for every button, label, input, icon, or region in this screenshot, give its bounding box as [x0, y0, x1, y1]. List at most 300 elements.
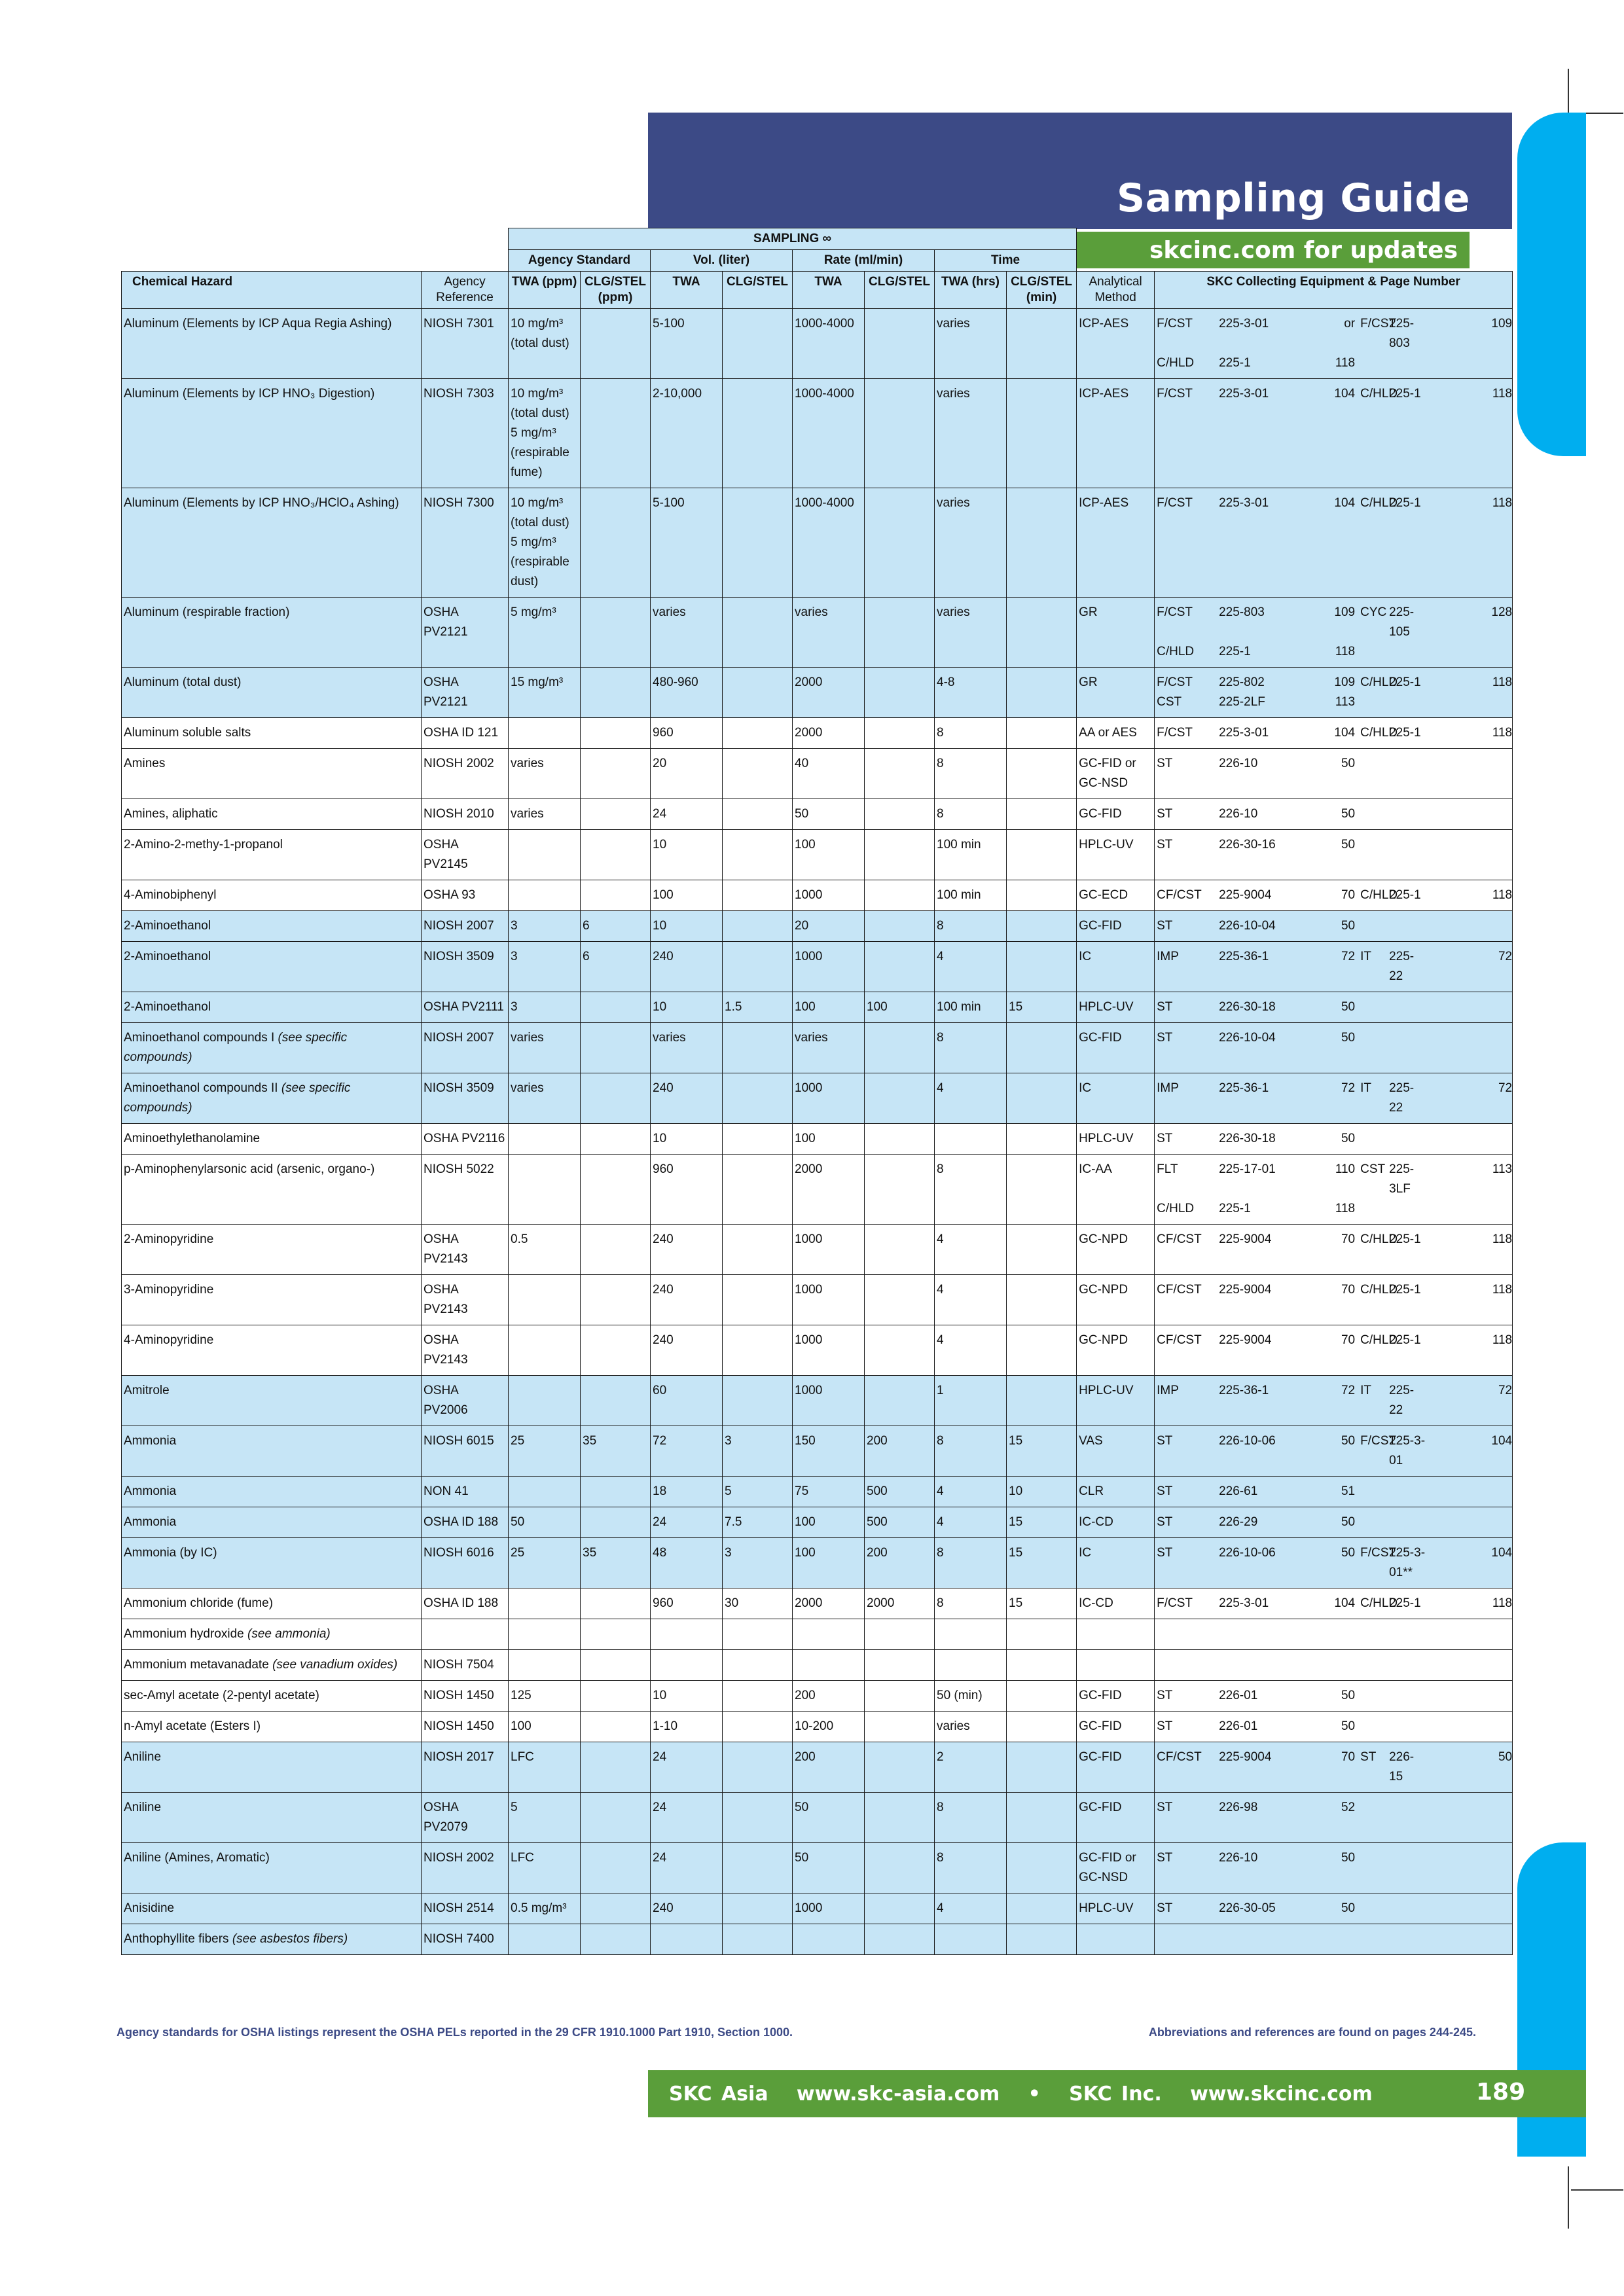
- vol-clg-stel: [723, 1376, 793, 1426]
- equipment-value: [1360, 642, 1389, 662]
- agency-reference: OSHA PV2079: [422, 1793, 509, 1843]
- page-number: 189: [1476, 2079, 1526, 2106]
- clg-stel-ppm: [581, 668, 651, 718]
- equipment-value: [1426, 1513, 1517, 1532]
- equipment-value: 226-30-16: [1219, 838, 1276, 852]
- analytical-method: IC-CD: [1077, 1507, 1155, 1538]
- analytical-method: HPLC-UV: [1077, 1376, 1155, 1426]
- time-twa: varies: [935, 379, 1007, 488]
- chemical-name: Aniline: [122, 1742, 422, 1793]
- equipment-line: [1157, 1230, 1513, 1249]
- rate-clg-stel: [865, 488, 935, 598]
- vol-twa: 24: [651, 1793, 723, 1843]
- clg-stel-ppm: [581, 1588, 651, 1619]
- equipment-value: F/CST: [1157, 675, 1193, 689]
- agency-reference: NIOSH 7303: [422, 379, 509, 488]
- equipment-value: 70: [1341, 888, 1356, 902]
- equipment-cell: [1155, 1275, 1513, 1325]
- vol-clg-stel: [723, 1893, 793, 1924]
- table-row: [122, 379, 1513, 488]
- equipment-value: 226-10: [1219, 757, 1258, 770]
- rate-clg-stel: 500: [865, 1507, 935, 1538]
- equipment-value: 225-9004: [1219, 1333, 1272, 1347]
- vol-twa: 10: [651, 911, 723, 942]
- rate-header: Rate (ml/min): [793, 250, 935, 272]
- vol-twa: 10: [651, 1124, 723, 1155]
- vol-twa: 48: [651, 1538, 723, 1588]
- vol-twa: 240: [651, 1225, 723, 1275]
- chemical-name: Aluminum soluble salts: [122, 718, 422, 749]
- agency-reference: OSHA PV2143: [422, 1275, 509, 1325]
- equipment-value: [1426, 1899, 1517, 1918]
- table-row: [122, 1681, 1513, 1712]
- analytical-method: HPLC-UV: [1077, 830, 1155, 880]
- agency-reference: OSHA PV2145: [422, 830, 509, 880]
- twa-ppm: 25: [509, 1538, 581, 1588]
- vol-twa: 72: [651, 1426, 723, 1477]
- equipment-cell: [1155, 598, 1513, 668]
- analytical-method: GC-FID: [1077, 799, 1155, 830]
- time-twa: 1: [935, 1376, 1007, 1426]
- equipment-value: F/CST: [1157, 605, 1193, 619]
- equipment-value: 118: [1335, 645, 1356, 658]
- time-clg-stel: [1007, 1712, 1077, 1742]
- equipment-value: 225-802: [1219, 675, 1265, 689]
- equipment-value: 225-36-1: [1219, 950, 1269, 963]
- time-twa: 8: [935, 1426, 1007, 1477]
- rate-twa: 1000-4000: [793, 309, 865, 379]
- agency-reference: NIOSH 3509: [422, 942, 509, 992]
- equipment-value: 226-10-04: [1219, 1031, 1276, 1045]
- vol-clg-stel: [723, 1325, 793, 1376]
- equipment-value: ST: [1157, 1000, 1173, 1014]
- chemical-name: Anthophyllite fibers (see asbestos fibers): [122, 1924, 422, 1955]
- equipment-value: [1426, 1482, 1517, 1501]
- clg-stel-ppm: [581, 1793, 651, 1843]
- equipment-value: [1426, 1717, 1517, 1736]
- equipment-value: 50: [1341, 1689, 1356, 1702]
- agency-reference: NIOSH 6016: [422, 1538, 509, 1588]
- equipment-line: [1157, 1381, 1513, 1420]
- rate-clg-stel: [865, 1793, 935, 1843]
- equipment-value: ST: [1157, 1132, 1173, 1145]
- rate-twa: 2000: [793, 1588, 865, 1619]
- chemical-name: Ammonia (by IC): [122, 1538, 422, 1588]
- crop-mark: [1571, 2189, 1623, 2191]
- chemical-name: Ammonia: [122, 1507, 422, 1538]
- vol-clg-stel: [723, 1681, 793, 1712]
- vol-clg-stel: [723, 1650, 793, 1681]
- time-twa: 8: [935, 1843, 1007, 1893]
- equipment-cell: [1155, 1507, 1513, 1538]
- equipment-line: [1157, 1331, 1513, 1350]
- chemical-name: Ammonium chloride (fume): [122, 1588, 422, 1619]
- equipment-value: [1426, 835, 1517, 855]
- equipment-line: [1157, 493, 1513, 513]
- equipment-value: 225-22: [1389, 1081, 1415, 1115]
- twa-ppm: [509, 718, 581, 749]
- equipment-value: 118: [1492, 888, 1513, 902]
- vol-twa: 24: [651, 799, 723, 830]
- clg-stel-ppm: [581, 1225, 651, 1275]
- equipment-value: [1360, 1482, 1389, 1501]
- agency-standard-header: Agency Standard: [509, 250, 651, 272]
- equipment-value: 225-22: [1389, 950, 1415, 983]
- equipment-cell: [1155, 1073, 1513, 1124]
- table-row: [122, 309, 1513, 379]
- vol-clg-stel: [723, 1155, 793, 1225]
- vol-clg-stel: [723, 1225, 793, 1275]
- analytical-method: IC-CD: [1077, 1588, 1155, 1619]
- rate-twa: 1000: [793, 1893, 865, 1924]
- equipment-line: [1157, 314, 1513, 353]
- rate-twa: [793, 1924, 865, 1955]
- clg-stel-ppm: [581, 1843, 651, 1893]
- clg-stel-ppm: [581, 1507, 651, 1538]
- time-twa: 8: [935, 911, 1007, 942]
- equipment-value: 225-1: [1389, 1596, 1421, 1610]
- equipment-value: F/CST: [1157, 1596, 1193, 1610]
- time-clg-header: CLG/STEL (min): [1007, 272, 1077, 309]
- equipment-value: 225-3-01: [1219, 496, 1269, 510]
- analytical-method: IC: [1077, 942, 1155, 992]
- equipment-cell: [1155, 830, 1513, 880]
- equipment-value: IMP: [1157, 1081, 1179, 1095]
- chemical-name: Aminoethylethanolamine: [122, 1124, 422, 1155]
- agency-reference: OSHA PV2143: [422, 1325, 509, 1376]
- rate-clg-stel: [865, 749, 935, 799]
- agency-reference: NON 41: [422, 1477, 509, 1507]
- agency-reference: NIOSH 6015: [422, 1426, 509, 1477]
- equipment-value: 104: [1334, 496, 1356, 510]
- twa-ppm: 10 mg/m³ (total dust): [509, 309, 581, 379]
- equipment-value: [1426, 692, 1517, 712]
- analytical-method: [1077, 1619, 1155, 1650]
- agency-reference: NIOSH 5022: [422, 1155, 509, 1225]
- equipment-cell: [1155, 379, 1513, 488]
- clg-stel-ppm: 35: [581, 1538, 651, 1588]
- equipment-value: 225-9004: [1219, 1283, 1272, 1297]
- equipment-value: 226-15: [1389, 1750, 1415, 1784]
- equipment-value: F/CST: [1157, 317, 1193, 331]
- time-twa: varies: [935, 309, 1007, 379]
- rate-clg-stel: 100: [865, 992, 935, 1023]
- equipment-cell: [1155, 1681, 1513, 1712]
- table-row: [122, 799, 1513, 830]
- time-clg-stel: [1007, 880, 1077, 911]
- equipment-value: 50: [1498, 1750, 1513, 1764]
- equipment-value: 118: [1492, 1596, 1513, 1610]
- equipment-value: 109: [1334, 675, 1356, 689]
- table-row: [122, 598, 1513, 668]
- equipment-value: 72: [1498, 1384, 1513, 1397]
- equipment-line: [1157, 353, 1509, 373]
- rate-clg-stel: [865, 1155, 935, 1225]
- equipment-value: [1426, 1028, 1517, 1048]
- rate-clg-stel: [865, 1843, 935, 1893]
- agency-reference: NIOSH 1450: [422, 1712, 509, 1742]
- twa-ppm-header: TWA (ppm): [509, 272, 581, 309]
- table-row: [122, 1924, 1513, 1955]
- vol-twa: 240: [651, 942, 723, 992]
- time-twa: varies: [935, 1712, 1007, 1742]
- equipment-value: [1389, 1028, 1426, 1048]
- equipment-cell: [1155, 1155, 1513, 1225]
- agency-reference: OSHA ID 188: [422, 1507, 509, 1538]
- vol-clg-stel: [723, 379, 793, 488]
- equipment-value: [1389, 1717, 1426, 1736]
- rate-twa: 50: [793, 1843, 865, 1893]
- time-clg-stel: [1007, 1893, 1077, 1924]
- rate-twa: 1000-4000: [793, 379, 865, 488]
- time-clg-stel: [1007, 1619, 1077, 1650]
- clg-stel-ppm: [581, 1893, 651, 1924]
- vol-clg-stel: [723, 830, 793, 880]
- vol-twa: [651, 1619, 723, 1650]
- equipment-value: 118: [1492, 1333, 1513, 1347]
- time-twa: 4: [935, 1477, 1007, 1507]
- equipment-value: 225-1: [1389, 1333, 1421, 1347]
- analytical-method: IC: [1077, 1073, 1155, 1124]
- chemical-name: Aniline: [122, 1793, 422, 1843]
- vol-twa: 1-10: [651, 1712, 723, 1742]
- equipment-line: [1157, 1028, 1509, 1048]
- vol-twa: 18: [651, 1477, 723, 1507]
- twa-ppm: LFC: [509, 1843, 581, 1893]
- equipment-line: [1157, 1280, 1513, 1300]
- vol-twa: 5-100: [651, 309, 723, 379]
- equipment-value: [1360, 1899, 1389, 1918]
- time-clg-stel: [1007, 1124, 1077, 1155]
- chemical-name: Ammonia: [122, 1426, 422, 1477]
- rate-clg-stel: [865, 718, 935, 749]
- agency-reference: NIOSH 7301: [422, 309, 509, 379]
- equipment-value: [1426, 754, 1517, 774]
- analytical-method: GC-FID: [1077, 1793, 1155, 1843]
- equipment-cell: [1155, 309, 1513, 379]
- agency-reference: OSHA 93: [422, 880, 509, 911]
- agency-reference-header: Agency Reference: [422, 272, 509, 309]
- vol-clg-stel: [723, 1712, 793, 1742]
- chemical-name: p-Aminophenylarsonic acid (arsenic, organo-): [122, 1155, 422, 1225]
- equipment-value: ST: [1157, 807, 1173, 821]
- equipment-value: [1426, 1848, 1517, 1868]
- vol-clg-stel: 3: [723, 1538, 793, 1588]
- equipment-value: 50: [1341, 1434, 1356, 1448]
- equipment-value: 104: [1334, 387, 1356, 401]
- analytical-method: [1077, 1924, 1155, 1955]
- equipment-value: 50: [1341, 919, 1356, 933]
- time-clg-stel: [1007, 1924, 1077, 1955]
- agency-reference: [422, 1619, 509, 1650]
- table-row: [122, 1712, 1513, 1742]
- analytical-method: CLR: [1077, 1477, 1155, 1507]
- side-tab-top: [1517, 113, 1586, 456]
- table-row: [122, 668, 1513, 718]
- analytical-method-header: Analytical Method: [1077, 272, 1155, 309]
- vol-twa-header: TWA: [651, 272, 723, 309]
- equipment-value: 225-3-01: [1219, 387, 1269, 401]
- chemical-note: (see asbestos fibers): [232, 1932, 348, 1946]
- twa-ppm: 25: [509, 1426, 581, 1477]
- vol-twa: 10: [651, 992, 723, 1023]
- equipment-value: 118: [1492, 1232, 1513, 1246]
- chemical-note: (see ammonia): [247, 1627, 331, 1641]
- equipment-value: 225-2LF: [1219, 695, 1265, 709]
- analytical-method: ICP-AES: [1077, 488, 1155, 598]
- equipment-line: [1157, 1079, 1513, 1118]
- equipment-value: C/HLD: [1360, 675, 1398, 689]
- rate-clg-stel: [865, 1681, 935, 1712]
- clg-stel-ppm: [581, 718, 651, 749]
- twa-ppm: varies: [509, 799, 581, 830]
- equipment-value: C/HLD: [1157, 1202, 1195, 1215]
- equipment-value: ST: [1157, 1434, 1173, 1448]
- equipment-value: ST: [1157, 1515, 1173, 1529]
- equipment-line: [1157, 642, 1509, 662]
- equipment-value: C/HLD: [1157, 645, 1195, 658]
- agency-reference: OSHA PV2111: [422, 992, 509, 1023]
- equipment-value: ST: [1157, 1546, 1173, 1560]
- rate-twa: 1000: [793, 942, 865, 992]
- equipment-value: 226-10-06: [1219, 1546, 1276, 1560]
- equipment-value: [1426, 1199, 1517, 1219]
- equipment-line: [1157, 1543, 1513, 1583]
- equipment-value: 50: [1341, 1546, 1356, 1560]
- equipment-value: 50: [1341, 1132, 1356, 1145]
- table-row: [122, 1843, 1513, 1893]
- vol-clg-stel: [723, 1073, 793, 1124]
- analytical-method: ICP-AES: [1077, 379, 1155, 488]
- table-row: [122, 1538, 1513, 1588]
- chemical-name: Aniline (Amines, Aromatic): [122, 1843, 422, 1893]
- equipment-value: CF/CST: [1157, 1283, 1202, 1297]
- equipment-value: [1389, 1798, 1426, 1818]
- analytical-method: ICP-AES: [1077, 309, 1155, 379]
- equipment-value: [1389, 1482, 1426, 1501]
- time-clg-stel: [1007, 1650, 1077, 1681]
- time-twa: [935, 1619, 1007, 1650]
- equipment-value: ST: [1157, 1719, 1173, 1733]
- equipment-value: IT: [1360, 950, 1371, 963]
- equipment-value: ST: [1360, 1750, 1377, 1764]
- clg-stel-ppm: 6: [581, 942, 651, 992]
- clg-stel-ppm: [581, 488, 651, 598]
- rate-twa: [793, 1650, 865, 1681]
- equipment-value: 72: [1341, 1384, 1356, 1397]
- chemical-name: 2-Aminoethanol: [122, 942, 422, 992]
- vol-clg-stel: [723, 1843, 793, 1893]
- clg-stel-ppm-header: CLG/STEL (ppm): [581, 272, 651, 309]
- vol-twa: 960: [651, 718, 723, 749]
- analytical-method: HPLC-UV: [1077, 1893, 1155, 1924]
- rate-clg-stel: [865, 1742, 935, 1793]
- equipment-value: F/CST: [1360, 1434, 1396, 1448]
- rate-clg-stel: [865, 911, 935, 942]
- equipment-value: [1360, 754, 1389, 774]
- twa-ppm: varies: [509, 1073, 581, 1124]
- chemical-name: Aluminum (Elements by ICP Aqua Regia Ashing): [122, 309, 422, 379]
- rate-twa: 100: [793, 1538, 865, 1588]
- rate-twa: 50: [793, 799, 865, 830]
- equipment-value: IMP: [1157, 950, 1179, 963]
- time-clg-stel: [1007, 799, 1077, 830]
- equipment-line: [1157, 1129, 1509, 1149]
- page-subtitle: skcinc.com for updates: [1077, 232, 1470, 268]
- chemical-note: (see specific compounds): [124, 1031, 348, 1064]
- analytical-method: GC-FID: [1077, 1742, 1155, 1793]
- equipment-cell: [1155, 1426, 1513, 1477]
- table-row: [122, 1893, 1513, 1924]
- equipment-value: 52: [1341, 1801, 1356, 1814]
- clg-stel-ppm: [581, 1073, 651, 1124]
- equipment-value: 104: [1334, 726, 1356, 740]
- equipment-value: [1360, 692, 1389, 712]
- equipment-value: [1426, 1129, 1517, 1149]
- rate-twa: 1000: [793, 1376, 865, 1426]
- twa-ppm: [509, 1650, 581, 1681]
- equipment-value: 226-29: [1219, 1515, 1258, 1529]
- equipment-value: [1360, 1513, 1389, 1532]
- equipment-value: 226-10-04: [1219, 919, 1276, 933]
- rate-twa: [793, 1619, 865, 1650]
- vol-twa: 20: [651, 749, 723, 799]
- time-clg-stel: [1007, 1793, 1077, 1843]
- vol-twa: 240: [651, 1073, 723, 1124]
- table-row: [122, 1793, 1513, 1843]
- rate-twa: 100: [793, 1124, 865, 1155]
- equipment-value: 225-1: [1389, 1283, 1421, 1297]
- equipment-value: 225-3-01: [1219, 726, 1269, 740]
- equipment-value: F/CST: [1360, 1546, 1396, 1560]
- equipment-cell: [1155, 799, 1513, 830]
- equipment-value: F/CST: [1360, 317, 1396, 331]
- time-clg-stel: [1007, 1742, 1077, 1793]
- table-row: [122, 1275, 1513, 1325]
- equipment-line: [1157, 886, 1513, 905]
- time-clg-stel: [1007, 668, 1077, 718]
- equipment-value: 50: [1341, 807, 1356, 821]
- clg-stel-ppm: [581, 880, 651, 911]
- equipment-value: ST: [1157, 757, 1173, 770]
- vol-twa: 2-10,000: [651, 379, 723, 488]
- equipment-value: CF/CST: [1157, 1333, 1202, 1347]
- equipment-cell: [1155, 1538, 1513, 1588]
- table-row: [122, 1426, 1513, 1477]
- equipment-value: [1389, 997, 1426, 1017]
- equipment-value: 225-9004: [1219, 888, 1272, 902]
- time-twa: 8: [935, 799, 1007, 830]
- vol-twa: varies: [651, 598, 723, 668]
- twa-ppm: LFC: [509, 1742, 581, 1793]
- rate-twa: 1000: [793, 1225, 865, 1275]
- clg-stel-ppm: [581, 1742, 651, 1793]
- analytical-method: GC-FID: [1077, 1023, 1155, 1073]
- rate-clg-stel: [865, 309, 935, 379]
- equipment-value: [1426, 642, 1517, 662]
- time-twa: 100 min: [935, 880, 1007, 911]
- rate-twa: 2000: [793, 718, 865, 749]
- chemical-name: 4-Aminopyridine: [122, 1325, 422, 1376]
- vol-twa: 240: [651, 1275, 723, 1325]
- chemical-name: Amines: [122, 749, 422, 799]
- vol-twa: [651, 1650, 723, 1681]
- chemical-hazard-header: Chemical Hazard: [122, 272, 422, 309]
- equipment-value: 225-1: [1389, 496, 1421, 510]
- time-twa: varies: [935, 598, 1007, 668]
- time-clg-stel: [1007, 942, 1077, 992]
- equipment-value: CST: [1157, 695, 1182, 709]
